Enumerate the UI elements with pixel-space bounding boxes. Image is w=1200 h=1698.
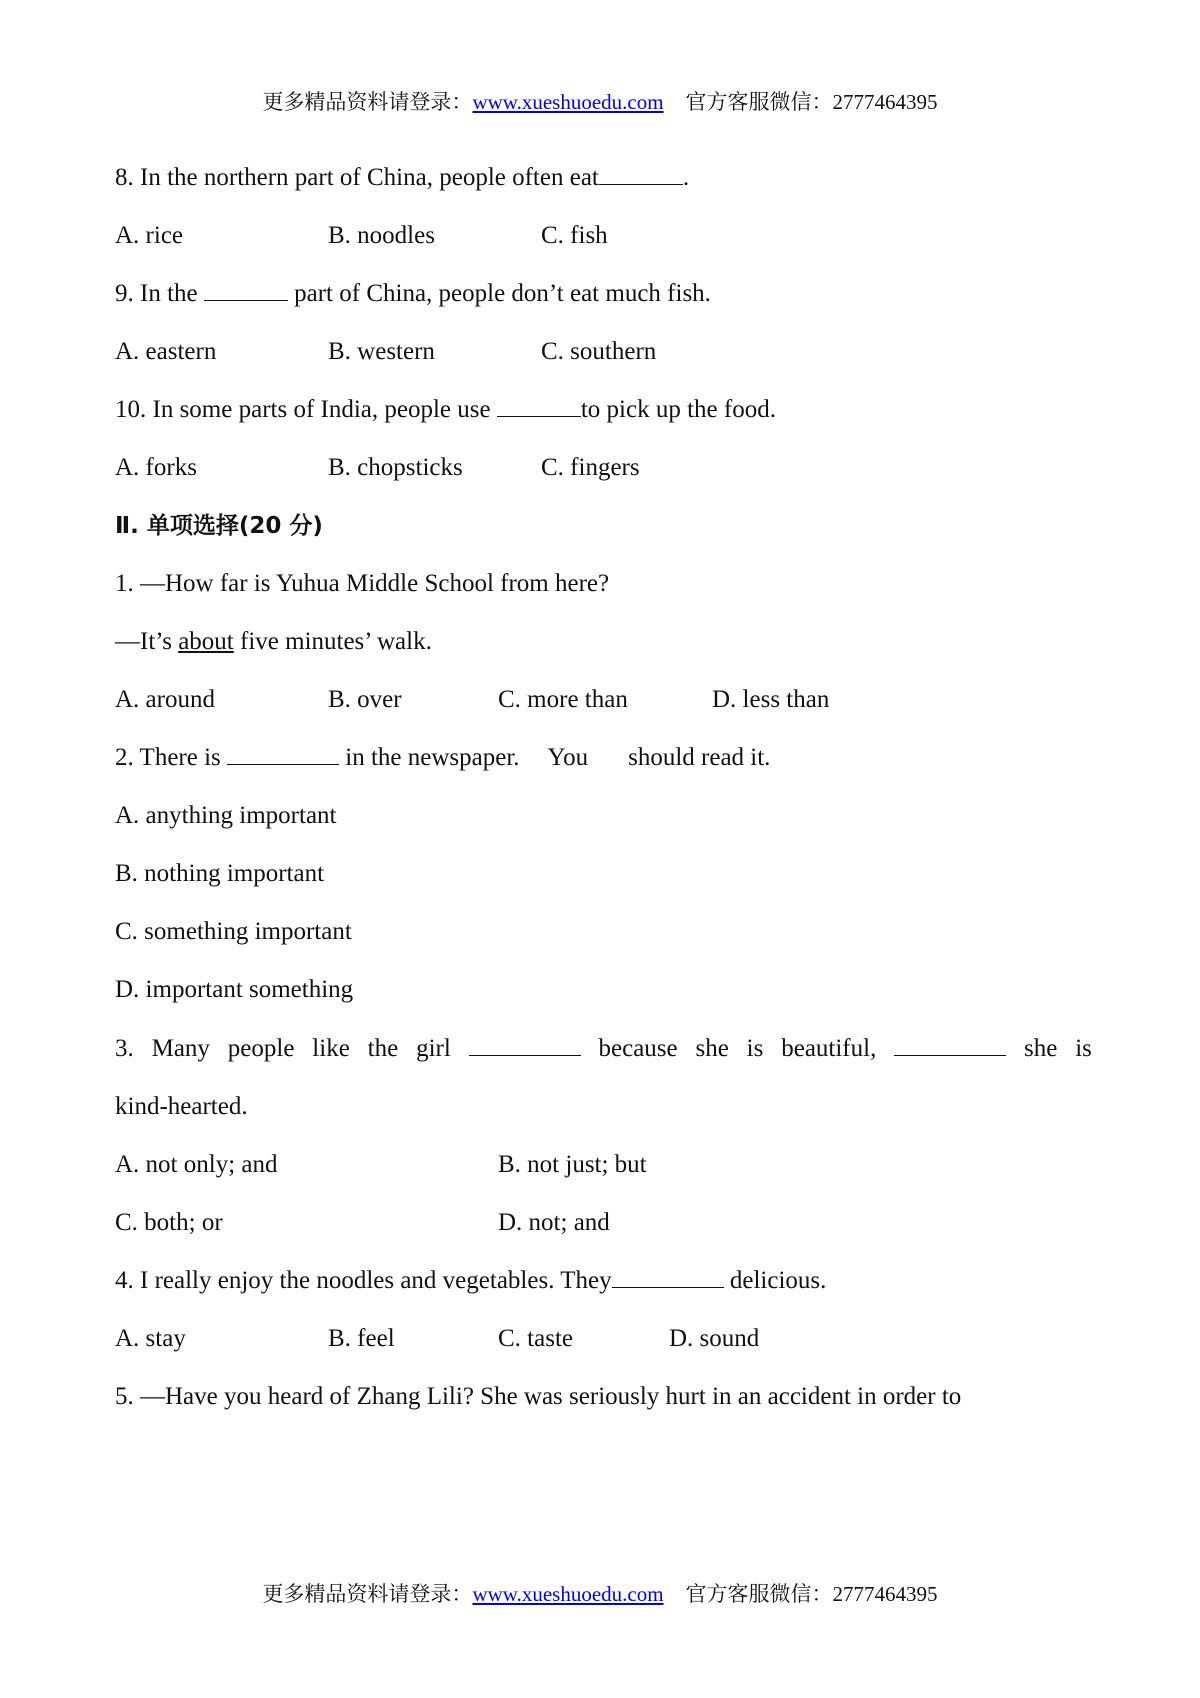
mc-question-4-options <box>115 1323 1015 1355</box>
word: 3. <box>115 1035 134 1062</box>
word: people <box>227 1035 295 1062</box>
section-2-heading: Ⅱ. 单项选择(20 分) <box>115 513 323 539</box>
word: the <box>367 1035 399 1062</box>
footer-website-link[interactable]: www.xueshuoedu.com <box>472 1582 664 1606</box>
option-d[interactable]: D. sound <box>669 1325 760 1352</box>
question-10-end: to pick up the food. <box>580 396 776 423</box>
option-a[interactable]: A. rice <box>115 222 184 249</box>
word: because <box>598 1035 678 1062</box>
header-wechat-contact: 官方客服微信：2777464395 <box>685 90 938 114</box>
question-9-text: 9. In the <box>115 280 198 307</box>
word: beautiful, <box>781 1035 877 1062</box>
page-header-banner <box>0 86 1200 116</box>
answer-line-start: —It’s <box>115 628 172 655</box>
header-website-link[interactable]: www.xueshuoedu.com <box>472 90 664 114</box>
answer-blank-2 <box>894 1033 1006 1056</box>
answer-blank <box>227 742 339 765</box>
question-4-text: 4. I really enjoy the noodles and vegetables. They <box>115 1267 612 1294</box>
footer-wechat-contact: 官方客服微信：2777464395 <box>685 1582 938 1606</box>
option-b[interactable]: B. feel <box>328 1325 395 1352</box>
mc-question-3-options-row-1 <box>115 1149 1015 1181</box>
question-10-options <box>115 452 1015 484</box>
question-2-end: should read it. <box>628 744 771 771</box>
mc-question-1: 1. —How far is Yuhua Middle School from here? <box>115 570 610 597</box>
question-2-text: 2. There is <box>115 744 221 771</box>
option-b[interactable]: B. nothing important <box>115 860 325 887</box>
question-8-text: 8. In the northern part of China, people often eat <box>115 164 599 191</box>
option-b[interactable]: B. chopsticks <box>328 454 463 481</box>
option-c[interactable]: C. something important <box>115 918 352 945</box>
word: like <box>312 1035 350 1062</box>
option-c[interactable]: C. fingers <box>541 454 640 481</box>
option-d[interactable]: D. not; and <box>498 1209 610 1236</box>
option-b[interactable]: B. over <box>328 686 402 713</box>
mc-question-3-line-2: kind-hearted. <box>115 1093 248 1120</box>
option-d[interactable]: D. important something <box>115 976 354 1003</box>
option-b[interactable]: B. western <box>328 338 435 365</box>
option-d[interactable]: D. less than <box>712 686 830 713</box>
option-a[interactable]: A. eastern <box>115 338 217 365</box>
option-a[interactable]: A. not only; and <box>115 1151 278 1178</box>
answer-blank <box>612 1265 724 1288</box>
question-10 <box>115 394 776 426</box>
mc-question-2 <box>115 742 770 774</box>
mc-question-3-options-row-2 <box>115 1207 1015 1239</box>
option-b[interactable]: B. noodles <box>328 222 435 249</box>
answer-blank <box>599 162 683 185</box>
option-a[interactable]: A. around <box>115 686 215 713</box>
mc-question-1-answer-line <box>115 626 432 658</box>
mc-question-4 <box>115 1265 826 1297</box>
option-c[interactable]: C. taste <box>498 1325 573 1352</box>
word: is <box>1075 1035 1092 1062</box>
question-10-text: 10. In some parts of India, people use <box>115 396 491 423</box>
question-2-you: You <box>547 744 589 771</box>
answer-line-end: five minutes’ walk. <box>240 628 432 655</box>
option-c[interactable]: C. southern <box>541 338 657 365</box>
word: is <box>746 1035 764 1062</box>
mc-question-5: 5. —Have you heard of Zhang Lili? She was seriously hurt in an accident in order to <box>115 1383 962 1410</box>
page-footer-banner <box>0 1578 1200 1608</box>
footer-prefix: 更多精品资料请登录： <box>262 1582 473 1606</box>
option-a[interactable]: A. forks <box>115 454 197 481</box>
question-2-mid: in the newspaper. <box>345 744 520 771</box>
question-9-options <box>115 336 1015 368</box>
option-a[interactable]: A. anything important <box>115 802 337 829</box>
underlined-word: about <box>178 628 234 655</box>
word: Many <box>151 1035 210 1062</box>
question-4-end: delicious. <box>729 1267 827 1294</box>
option-b[interactable]: B. not just; but <box>498 1151 647 1178</box>
word: she <box>695 1035 729 1062</box>
answer-blank <box>497 394 581 417</box>
word: girl <box>416 1035 451 1062</box>
question-8 <box>115 162 689 194</box>
answer-blank <box>204 278 288 301</box>
word: she <box>1024 1035 1058 1062</box>
mc-question-3 <box>115 1033 1092 1065</box>
header-prefix: 更多精品资料请登录： <box>262 90 473 114</box>
question-9-end: part of China, people don’t eat much fish. <box>294 280 711 307</box>
option-c[interactable]: C. fish <box>541 222 608 249</box>
option-c[interactable]: C. both; or <box>115 1209 223 1236</box>
option-c[interactable]: C. more than <box>498 686 628 713</box>
question-8-end: . <box>682 164 690 191</box>
question-9 <box>115 278 711 310</box>
option-a[interactable]: A. stay <box>115 1325 186 1352</box>
mc-question-1-options <box>115 684 1065 716</box>
answer-blank-1 <box>469 1033 581 1056</box>
question-8-options <box>115 220 1015 252</box>
